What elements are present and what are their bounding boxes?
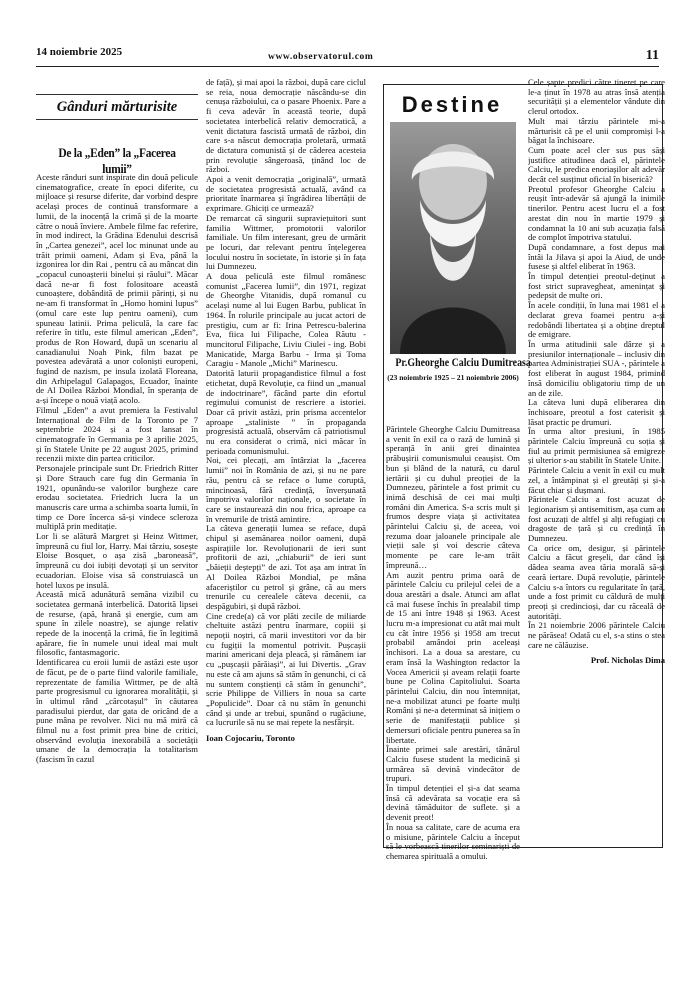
paragraph: A doua peliculă este filmul românesc comunist „Facerea lumii”, din 1971, regizat de Gheorghe Vitanidis, după romanul cu același nume al lui Eugen Barbu, publicat în 1964. În rolurile principale au jucat actori de prestigiu, cum ar fi: Irina Petrescu-balerina Eva, fiica lui Filipache, Colea Răutu - muncitorul Filipache, Liviu Ciulei - ing. Bobi Manicatide, Marga Barbu - Irma și Toma Caragiu - Manole „Michi” Marinescu. [206, 271, 366, 369]
page-header [36, 36, 659, 66]
paragraph: În acele condiții, în luna mai 1981 el a declarat greva foamei pentru a-și redobândi libertatea și a obține dreptul de emigrare. [528, 300, 665, 340]
article2-column-1 [386, 425, 520, 870]
paragraph: Am auzit pentru prima oară de părintele Calciu cu prilejul celei de a doua arestări a dsale. Atunci am aflat că mai fusese închis în prealabil timp de 15 ani între 1948 și 1963. Acest lucru m-a impresionat cu atât mai mult cu cât între 1956 și 1958 am trecut probabil amândoi prin aceleași închisori. La a doua sa arestare, cu eram însă la Washington redactor la Vocea Americii și aveam relații foarte bune pe Colina Capitoliului. Soarta părintelui Calciu, din nou întemnițat, ne-a mobilizat atunci pe foarte mulți Români și ne-a determinat să inițiem o serie de manifestații publice și demersuri oficiale pentru punerea sa în libertate. [386, 569, 520, 745]
paragraph: La câteva generații lumea se reface, după chipul și asemănarea noilor oameni, după aspirațiile lor. Revoluționarii de ieri sunt profitorii de azi, „chiaburii” de ieri sunt „băieții deștepți” de azi. Tot așa am intrat în Al Doilea Război Mondial, pe mâna afaceriștilor cu petrol și grâne, că au mers trenurile cu cerealele câteva decenii, ca despăgubiri, și după război. [206, 523, 366, 611]
paragraph: În 21 noiembrie 2006 părintele Calciu ne părăsea! Odată cu el, s-a stins o stea care ne călăuzise. [528, 620, 665, 650]
section-rule-top [36, 94, 198, 95]
article1-column-2 [206, 78, 366, 902]
paragraph: După condamnare, a fost depus mai întâi la Jilava și apoi la Aiud, de unde fusese și altfel eliberat în 1963. [528, 241, 665, 272]
portrait-caption-dates: (23 noiembrie 1925 – 21 noiembrie 2006) [387, 373, 519, 382]
portrait-illustration [390, 122, 516, 354]
paragraph: Ca orice om, desigur, și părintele Calciu a făcut greșeli, dar când își dădea seama avea tăria morală să-și ceară iertare. După revoluție, părintele Calciu s-a întors cu regularitate în țară, unde a fost primit cu căldură de mulți preoți și credincioși, dar cu răceală de autorități. [528, 542, 665, 621]
page-number: 11 [645, 48, 659, 63]
paragraph: Cine crede(a) că vor plăti zecile de miliarde cheltuite astăzi pentru înarmare, copiii și nepoții noștri, că marii investitori vor da bir cu fugiții la momentul potrivit. Pușcașii marini americani deja pleacă, și rămânem iar cu „pușcașii părăiași”, ai lui Divertis. „Grav nu este că am ajuns să stăm în genunchi, ci că nu suntem conștienți că stăm în genunchi”, scrie Philippe de Villiers în noua sa carte „Populicide”. Doar că nu stăm în genunchi când și unde ar trebui, spunând o rugăciune, ca lucrurile să nu se mai repete la nesfârșit. [206, 610, 366, 728]
paragraph: Părintele Gheorghe Calciu Dumitreasa a venit în exil ca o rază de lumină și speranță în anii grei dinaintea prăbușirii comunismului ceaușist. Om bun și blând de la natură, cu darul iertării și cu duhul preoției de la Dumnezeu, părintele a fost primit cu inimă deschisă de cei mai mulți români din America. S-a scris mult și frumos despre viața și activitatea părintelui Calciu și, de aceea, voi rezuma doar jaloanele principale ale vieții sale și voi descrie câteva momente pe care le-am trăit împreună… [386, 425, 520, 570]
paragraph: Cele șapte predici către tineret pe care le-a ținut în 1978 au atras însă atenția securității și a elementelor vândute din clerul ortodox. [528, 78, 665, 117]
paragraph: În urma atitudinii sale dârze și a presiunilor internaționale – inclusiv din partea Administrației SUA -, părintele a fost eliberat în august 1984, primind însă domiciliu obligatoriu timp de un an de zile. [528, 338, 665, 398]
paragraph: Înainte primei sale arestări, tânărul Calciu fusese student la medicină și urmărea să devină vindecător de trupuri. [386, 744, 520, 784]
paragraph: Filmul „Eden” a avut premiera la Festivalul Internațional de Film de la Toronto pe 7 septembrie 2024 și a fost lansat în cinematografe în Germania pe 3 aprilie 2025, și în Statele Unite pe 22 august 2025, primind recenzii mixte din partea criticilor. [36, 404, 198, 464]
paragraph: Lor li se alătură Margret și Heinz Wittmer, împreună cu fiul lor, Harry. Mai târziu, sosește Eloise Bosquet, o așa zisă „baroneasă”, împreună cu doi iubiți devotați și un servitor ecuadorian. Eloise visa să construiască un hotel luxos pe insulă. [36, 531, 198, 590]
issue-date: 14 noiembrie 2025 [36, 46, 123, 58]
paragraph: Apoi a venit democrația „originală”, urmată de societatea progresistă actuală, având ca prioritate înarmarea și îngrădirea libertății de exprimare. Ghiciți ce urmează? [206, 174, 366, 214]
article-title: De la „Eden” la „Facerea lumii” [58, 145, 176, 176]
website-url[interactable]: www.observatorul.com [268, 52, 374, 62]
paragraph: Aceste rânduri sunt inspirate din două pelicule cinematografice, create în epoci diferite, cu mijloace și resurse diferite, dar vorbind despre același proces de continuă transformare a lumii, de la inocență la crimă și de la moarte către o nouă înviere. Ambele filme fac referire, în mod indirect, la Grădina Edenului descrisă în „Cartea genezei”, acel loc minunat unde au trăit primii oameni, Adam și Eva, până la izgonirea lor din Rai , pentru că au mâncat din „copacul cunoașterii binelui și răului”. Măcar dacă ne-ar fi fost folositoare această cunoaștere, dobândită de primii părinți, și nu ne-am fi transformat în „Homo homini lupus” (omul care este lup pentru oameni), cum spuneau latinii. Prima peliculă, la care fac referire în titlu, este filmul american „Eden”, produs de Ron Howard, după un scenariu al canadianului Noah Pink, film bazat pe povestea adevărată a unor coloniști europeni, fugind de nazism, pe insula izolată Floreana, din Arhipelagul Galapagos, Ecuador, înainte de Al Doilea Război Mondial, în speranța de a-și începe o nouă viață acolo. [36, 173, 198, 406]
paragraph: Preotul profesor Gheorghe Calciu a reușit într-adevăr să ajungă la inimile tinerilor. Pentru acest lucru el a fost arestat din nou în martie 1979 și condamnat la 10 ani sub acuzația falsă de complot împotriva statului. [528, 183, 665, 243]
article2-author: Prof. Nicholas Dima [590, 655, 665, 666]
paragraph: În urma altor presiuni, în 1985 părintele Calciu împreună cu soția și fiul au primit permisiunea să emigreze și ulterior s-au stabilit în Statele Unite. [528, 426, 665, 466]
paragraph: Cum poate acel cler sus pus săși justifice atitudinea dacă el, părintele Calciu, le predica enoriașilor alt adevăr decât cel susținut oficial în biserică? [528, 144, 665, 185]
paragraph: De remarcat că singurii supraviețuitori sunt familia Wittmer, promotorii valorilor familiale. Un film interesant, greu de urmărit pe locuri, dar relevant pentru înțelegerea locului nostru în societate, în istorie și în fața lui Dumnezeu. [206, 212, 366, 272]
section-rule-bottom [36, 119, 198, 120]
paragraph: Această mică adunătură semăna vizibil cu societatea germană interbelică. Datorită lipsei de resurse, (apă, hrană și energie, cum am spune în zilele noastre), se ajunge relativ repede de la inocență la crimă, fie în legitimă apărare, fie în numele unui ideal mai mult filosofic, fantasmagoric. [36, 589, 198, 658]
article2-column-2 [528, 78, 665, 902]
paragraph: Părintele Calciu a venit în exil cu mult zel, a întâmpinat și el greutăți și și-a făcut chiar și dușmani. [528, 465, 665, 495]
paragraph: În timpul detenției el și-a dat seama însă că adevărata sa vocație era să devină tămăduitor de suflete. și a devenit preot! [386, 783, 520, 823]
paragraph: de față), și mai apoi la război, după care ciclul se reia, noua democrație născându-se din cenușa războiului, ca o pasare Phoenix. Pare a fi ceva adevăr în această teorie, după societatea interbelică relativ democratică, a venit dictatura fascistă urmată de război, din care s-a născut democrația proletară, urmată de dictatura comunistă și de căderea acesteia prin revoluție sângeroasă, ținând loc de război. [206, 78, 366, 175]
destine-heading: Destine [401, 92, 503, 117]
paragraph: În noua sa calitate, care de acuma era o misiune, părintele Calciu a început să le vorbească tinerilor seminariști de chemarea spirituală a omului. [386, 821, 520, 861]
paragraph: Mult mai târziu părintele mi-a mărturisit că pe el unii compromiși l-a băgat la închisoare. [528, 115, 665, 146]
paragraph: Părintele Calciu a fost acuzat de legionarism și antisemitism, așa cum au fost acuzați de altfel și alți refugiați cu dragoste de țară și cu credință în Dumnezeu. [528, 494, 665, 544]
portrait-photo [390, 122, 516, 354]
paragraph: Personajele principale sunt Dr. Friedrich Ritter și Dore Strauch care fug din Germania în 1921, opunându-se valorilor burgheze care erodau societatea. Friedrich lucra la un manuscris care urma a schimba soarta lumii, în timp ce Dore încerca să-și vindece scleroza multiplă prin meditație. [36, 463, 198, 532]
paragraph: În timpul detenției preotul-deținut a fost strict supravegheat, amenințat și pedepsit de multe ori. [528, 271, 665, 301]
paragraph: Identificarea cu eroii lumii de astăzi este ușor de făcut, pe de o parte fiind valorile familiale, reprezentate de familia Wittmer, pe de altă parte progresismul cu ignorarea moralității, și în ultimul rând „cărcotașul” în căutarea paradisului pierdut, dar gata de oricând de a pune mâna pe revolver. Nici nu mă miră că filmul nu a fost primit prea bine de critici, observând evoluția inexorabilă a societății umane de la democrația la totalitarism (fascism în cazul [36, 657, 198, 765]
article1-column-1 [36, 173, 198, 873]
article1-author: Ioan Cojocariu, Toronto [206, 733, 295, 744]
portrait-caption-name: Pr.Gheorghe Calciu Dumitreasa [395, 357, 531, 369]
paragraph: Noi, cei plecați, am întârziat la „facerea lumii” noi în România de azi, și nu ne pare rău, pentru că se reface o lume coruptă, mincinoasă, fără credință, înverșunată împotriva valorilor naționale, o societate în care se instaurează din nou frica, aproape ca în vremurile de tristă amintire. [206, 455, 366, 524]
header-rule [36, 66, 659, 67]
paragraph: Datorită laturii propagandistice filmul a fost etichetat, după Revoluție, ca fiind un „manual de indoctrinare”, făcând parte din efortul regimului comunist de rescriere a istoriei. Doar că privit astăzi, prin prisma accentelor aproape „staliniste ” în propaganda progresistă actuală, observăm că patriotismul nu era considerat o crimă, nici măcar în perioada comunismului. [206, 368, 366, 456]
paragraph: La câteva luni după eliberarea din închisoare, preotul a fost caterisit și lăsat practic pe drumuri. [528, 397, 665, 427]
section-title: Gânduri mărturisite [56, 99, 178, 115]
